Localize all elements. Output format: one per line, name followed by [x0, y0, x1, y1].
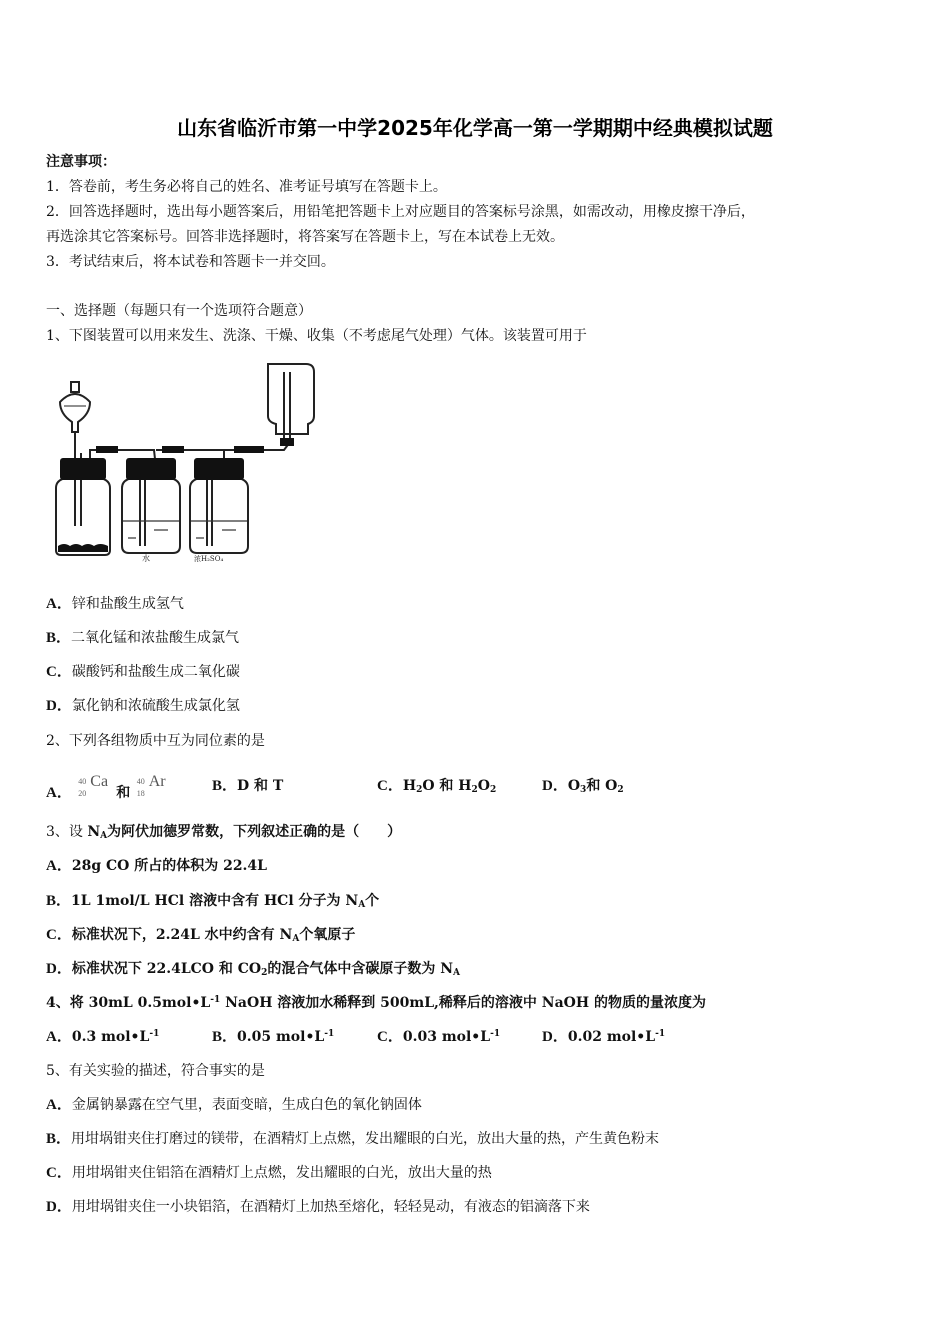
notice-item: 1．答卷前，考生务必将自己的姓名、准考证号填写在答题卡上。	[46, 179, 447, 195]
question-2-option-d: D．$O_3$和 $O_2$	[542, 778, 624, 795]
bottle-label-water: 水	[142, 554, 150, 563]
question-1-option-c: C．碳酸钙和盐酸生成二氧化碳	[46, 664, 240, 680]
question-5-option-a: A．金属钠暴露在空气里，表面变暗，生成白色的氧化钠固体	[46, 1097, 422, 1113]
question-3-option-a: A．28g CO 所占的体积为 22.4L	[46, 858, 268, 874]
nuclide-ar: 40 18 Ar	[136, 773, 166, 798]
question-5-option-c: C．用坩埚钳夹住铝箔在酒精灯上点燃，发出耀眼的白光，放出大量的热	[46, 1165, 492, 1181]
question-4-option-a: A．0.3 $mol•L^{-1}$	[46, 1029, 160, 1045]
notice-item: 3．考试结束后，将本试卷和答题卡一并交回。	[46, 254, 335, 270]
question-5-option-b: B．用坩埚钳夹住打磨过的镁带，在酒精灯上点燃，发出耀眼的白光，放出大量的热，产生黄色粉末	[46, 1131, 660, 1147]
question-2-option-b: B．D 和 T	[212, 778, 284, 794]
question-1-option-a: A．锌和盐酸生成氢气	[46, 596, 184, 612]
page-title: 山东省临沂市第一中学2025年化学高一第一学期期中经典模拟试题	[177, 116, 773, 140]
notice-item: 2．回答选择题时，选出每小题答案后，用铅笔把答题卡上对应题目的答案标号涂黑，如需改动，用橡皮擦干净后，	[46, 204, 755, 220]
question-4-option-c: C．0.03 $mol•L^{-1}$	[377, 1029, 501, 1045]
question-3-option-b: B．1L 1mol/L HCl 溶液中含有 HCl 分子为 $N_A$个	[46, 893, 380, 910]
question-4-option-b: B．0.05 $mol•L^{-1}$	[212, 1029, 335, 1045]
question-3-option-c: C．标准状况下，2.24L 水中约含有 $N_A$个氧原子	[46, 927, 356, 944]
question-5-option-d: D．用坩埚钳夹住一小块铝箔，在酒精灯上加热至熔化，轻轻晃动，有液态的铝滴落下来	[46, 1199, 590, 1215]
question-5-stem: 5、有关实验的描述，符合事实的是	[46, 1063, 265, 1079]
question-4-option-d: D．0.02 $mol•L^{-1}$	[542, 1029, 666, 1045]
question-3-option-d: D．标准状况下 22.4LCO 和 $CO_2$的混合气体中含碳原子数为 $N_A$	[46, 961, 461, 978]
bottle-label-sulfuric: 浓H₂SO₄	[194, 555, 224, 563]
question-4-stem: 4、将 30mL $0.5mol•L^{-1}$ NaOH 溶液加水稀释到 500mL,稀释后的溶液中 NaOH 的物质的量浓度为	[46, 995, 706, 1011]
question-2-stem: 2、下列各组物质中互为同位素的是	[46, 733, 265, 749]
notice-heading: 注意事项：	[46, 154, 116, 170]
gas-apparatus-diagram	[44, 358, 344, 563]
notice-item: 再选涂其它答案标号。回答非选择题时，将答案写在答题卡上，写在本试卷上无效。	[46, 229, 564, 245]
question-2-option-c: C．$H_2O$ 和 $H_2O_2$	[377, 778, 497, 795]
question-3-stem: 3、设 $N_A$为阿伏加德罗常数，下列叙述正确的是（ ）	[46, 824, 402, 841]
question-2-option-a: A． 40 20 Ca 和 40 18 Ar	[46, 777, 175, 802]
question-1-option-d: D．氯化钠和浓硫酸生成氯化氢	[46, 698, 240, 714]
section-heading: 一、选择题（每题只有一个选项符合题意）	[46, 303, 312, 319]
nuclide-ca: 40 20 Ca	[78, 773, 109, 798]
question-1-stem: 1、下图装置可以用来发生、洗涤、干燥、收集（不考虑尾气处理）气体。该装置可用于	[46, 328, 587, 344]
question-1-option-b: B．二氧化锰和浓盐酸生成氯气	[46, 630, 240, 646]
